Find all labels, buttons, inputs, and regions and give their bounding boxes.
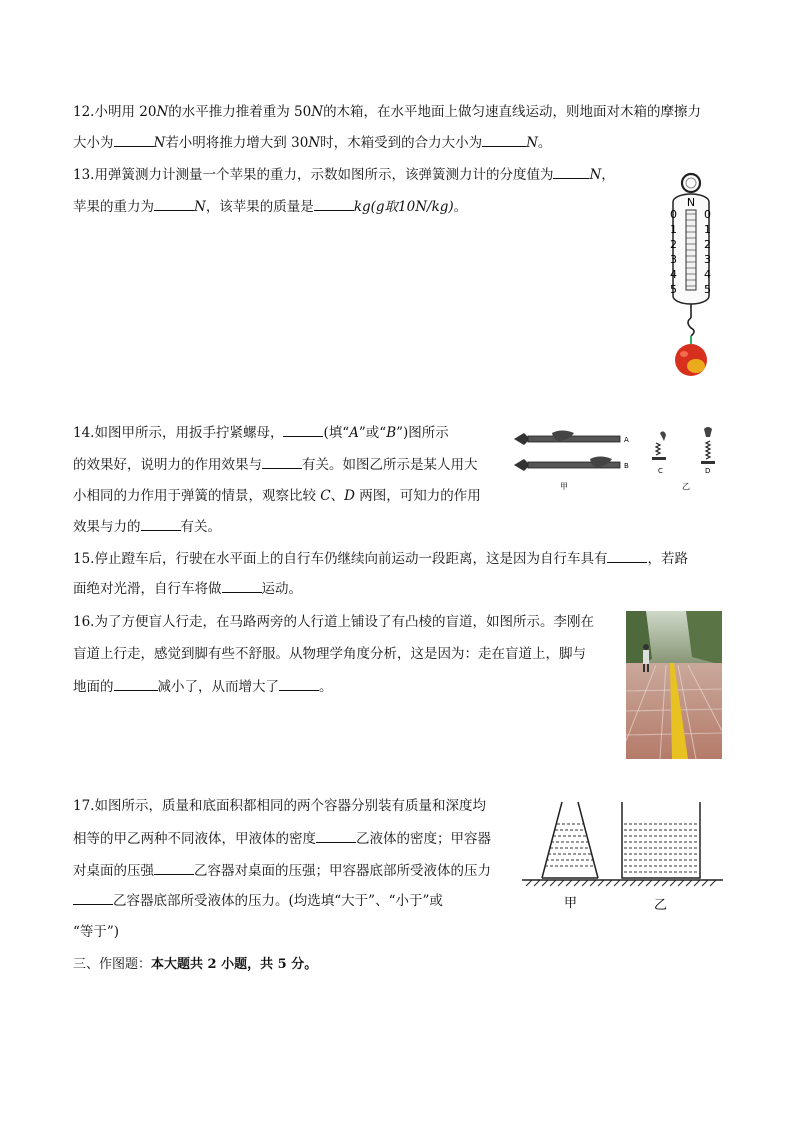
section-3-heading: 三、作图题：本大题共 2 小题，共 5 分。 — [73, 957, 318, 972]
right-tick-label: 0 — [704, 208, 711, 221]
tactile-paving-photo — [626, 611, 722, 759]
q15-line-1: 15.停止蹬车后，行驶在水平面上的自行车仍继续向前运动一段距离，这是因为自行车具有 ，若路 — [73, 548, 688, 569]
right-tick-label: 2 — [704, 238, 711, 251]
answer-blank — [114, 676, 158, 691]
q17-line-5: “等于”) — [73, 924, 120, 940]
answer-blank — [316, 828, 356, 843]
wrench-a — [514, 431, 629, 446]
answer-blank — [141, 516, 181, 531]
left-tick-label: 4 — [670, 268, 677, 281]
answer-blank — [73, 890, 113, 905]
caption-jia: 甲 — [564, 896, 578, 911]
left-tick-label: 3 — [670, 253, 677, 266]
answer-blank — [283, 422, 323, 437]
spring-d — [701, 427, 715, 475]
left-tick-label: 2 — [670, 238, 677, 251]
q17-line-3: 对桌面的压强 乙容器对桌面的压强；甲容器底部所受液体的压力 — [73, 860, 491, 881]
q13-line-2: 苹果的重力为 N，该苹果的质量是 kg(g取10N/kg)。 — [73, 196, 467, 217]
wrench-b — [514, 457, 629, 472]
q14-line-2: 的效果好，说明力的作用效果与 有关。如图乙所示是某人用大 — [73, 454, 478, 475]
q13-line-1: 13.用弹簧测力计测量一个苹果的重力，示数如图所示，该弹簧测力计的分度值为 N， — [73, 164, 615, 185]
q17-line-1: 17.如图所示，质量和底面积都相同的两个容器分别装有质量和深度均 — [73, 798, 486, 814]
unit-label: N — [686, 196, 696, 209]
hand-icon — [660, 431, 666, 441]
spring-c — [652, 431, 666, 475]
caption-yi: 乙 — [654, 898, 668, 913]
q12-line-1: 12.小明用 20N的水平推力推着重为 50N的木箱，在水平地面上做匀速直线运动，则地面对木箱的摩擦力 — [73, 104, 702, 120]
left-tick-label: 0 — [670, 208, 677, 221]
svg-text:A: A — [624, 436, 629, 444]
answer-blank — [482, 132, 526, 147]
answer-blank — [279, 676, 319, 691]
containers-figure — [520, 800, 725, 915]
q16-line-3: 地面的 减小了，从而增大了 。 — [73, 676, 333, 697]
wrench-spring-figure — [510, 425, 725, 495]
right-tick-label: 4 — [704, 268, 711, 281]
q16-line-2: 盲道上行走，感觉到脚有些不舒服。从物理学角度分析，这是因为：走在盲道上，脚与 — [73, 646, 586, 662]
q15-line-2: 面绝对光滑，自行车将做 运动。 — [73, 578, 302, 599]
svg-text:乙: 乙 — [682, 482, 690, 491]
svg-text:C: C — [658, 467, 663, 475]
container-jia — [542, 802, 598, 878]
svg-text:B: B — [624, 462, 629, 470]
answer-blank — [222, 578, 262, 593]
right-tick-label: 3 — [704, 253, 711, 266]
q14-line-1: 14.如图甲所示，用扳手拧紧螺母， (填“A”或“B”)图所示 — [73, 422, 449, 443]
left-tick-label: 5 — [670, 283, 677, 296]
q17-line-4: 乙容器底部所受液体的压力。(均选填“大于”、“小于”或 — [73, 890, 443, 911]
q17-line-2: 相等的甲乙两种不同液体，甲液体的密度 乙液体的密度；甲容器 — [73, 828, 491, 849]
spring-scale-figure — [660, 168, 730, 384]
q14-line-3: 小相同的力作用于弹簧的情景，观察比较 C、D 两图，可知力的作用 — [73, 488, 481, 504]
q12-line-2: 大小为 N若小明将推力增大到 30N时，木箱受到的合力大小为 N。 — [73, 132, 551, 153]
answer-blank — [607, 548, 647, 563]
q14-line-4: 效果与力的 有关。 — [73, 516, 221, 537]
answer-blank — [314, 196, 354, 211]
answer-blank — [114, 132, 154, 147]
answer-blank — [154, 860, 194, 875]
svg-text:甲: 甲 — [560, 482, 568, 491]
q16-line-1: 16.为了方便盲人行走，在马路两旁的人行道上铺设了有凸棱的盲道，如图所示。李刚在 — [73, 614, 594, 630]
answer-blank — [262, 454, 302, 469]
right-tick-label: 5 — [704, 283, 711, 296]
container-yi — [622, 802, 700, 878]
svg-text:D: D — [705, 467, 711, 475]
answer-blank — [154, 196, 194, 211]
answer-blank — [553, 164, 589, 179]
right-tick-label: 1 — [704, 223, 711, 236]
hand-icon — [704, 427, 712, 437]
left-tick-label: 1 — [670, 223, 677, 236]
